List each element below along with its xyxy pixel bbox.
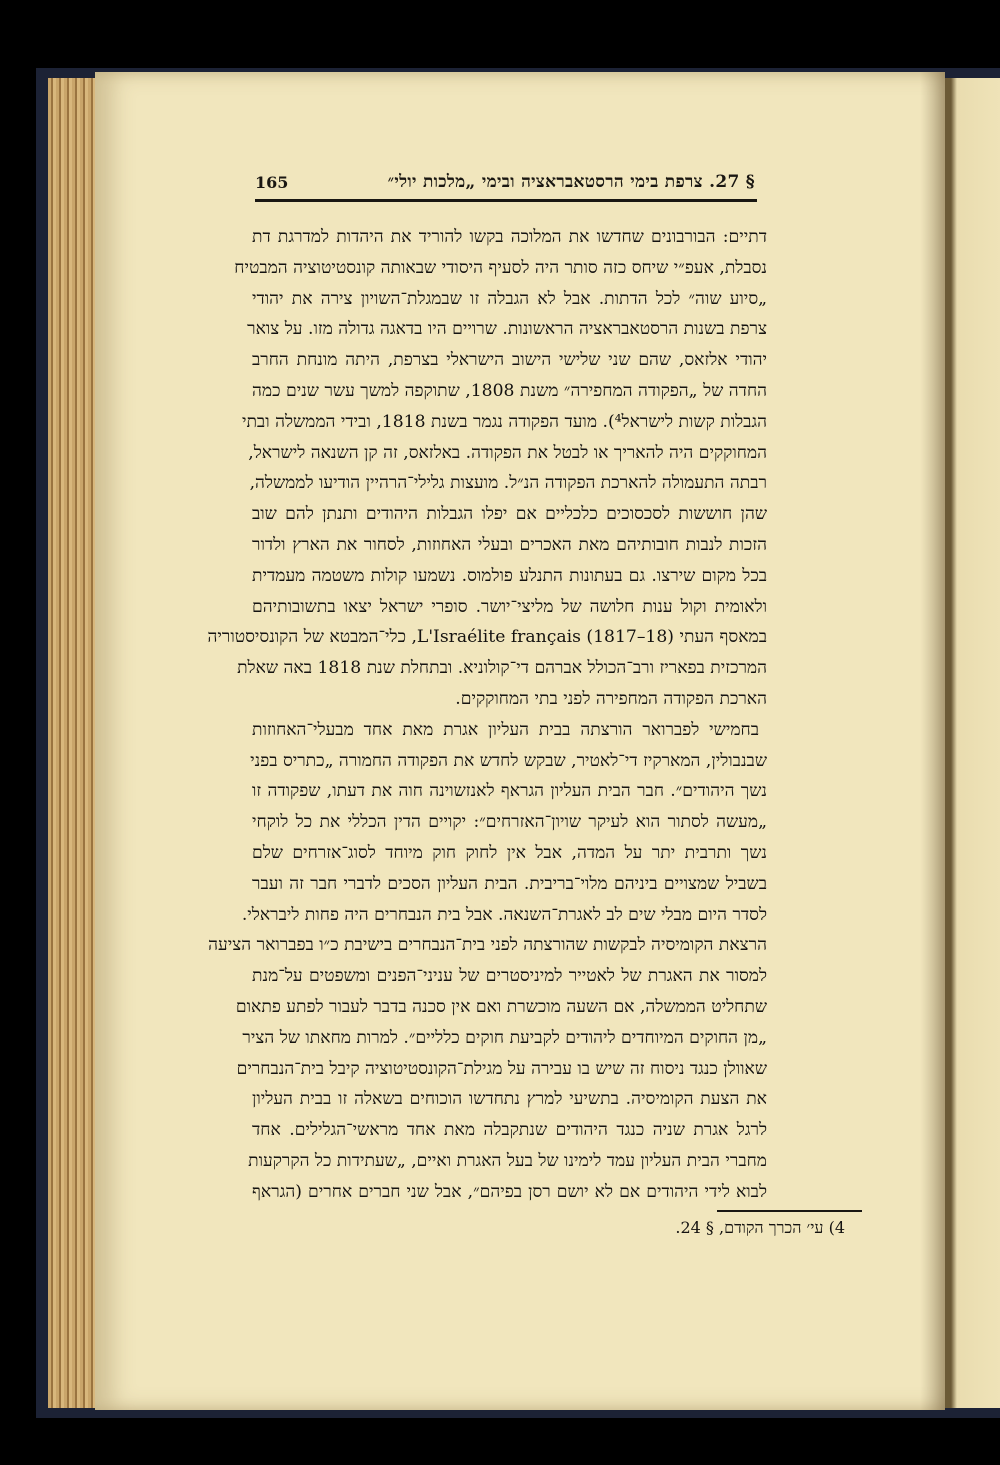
text-line: דתיים: הבורבונים שחדשו את המלוכה בקשו להוריד את היהדות למדרגת דת [252, 227, 767, 247]
text-line: רבתה התעמולה להארכת הפקודה הנ״ל. מועצות גלילי־הרהיין הודיעו לממשלה, [249, 473, 767, 494]
running-title: § 27. צרפת בימי הרסטאבראציה ובימי „מלכות יולי״ [387, 172, 755, 192]
text-line: שבנבולין, המארקיז די־לאטיר, שבקש לחדש את הפקודה החמורה „כתריס בפני [250, 750, 767, 771]
text-line: שהן חוששות לסכסוכים כלכליים אם יפלו הגבלות היהודים ותנתן להם שוב [252, 504, 767, 525]
text-line: הארכת הפקודה המחפירה לפני בתי המחוקקים. [455, 688, 767, 709]
next-page-edge [945, 78, 1000, 1408]
text-line: את הצעת הקומיסיה. בתשיעי למרץ נתחדשו הוכוחים בשאלה זו בבית העליון [252, 1089, 767, 1110]
text-line: הגבלות קשות לישראל⁴). מועד הפקודה נגמר בשנת 1818, ובידי הממשלה ובתי [241, 411, 767, 432]
body-text [207, 222, 768, 1208]
text-line: בחמישי לפברואר הורצתה בבית העליון אגרת מאת אחד מבעלי־האחוזות [252, 719, 759, 740]
text-line: שתחליט הממשלה, אם השעה מוכשרת ואם אין סכנה בדבר לעבור לפתע פתאום [235, 996, 767, 1017]
text-line: „מעשה לסתור הוא לעיקר שויון־האזרחים״: יקויים הדין הכללי את כל לוקחי [252, 812, 767, 833]
page-number: 165 [255, 172, 289, 192]
text-line: הזכות לנבות חובותיהם מאת האכרים ובעלי האחוזות, לסחור את הארץ ולדור [252, 534, 767, 555]
text-line: לרגל אגרת שניה כנגד היהודים שנתקבלה מאת אחד מראשי־הגלילים. אחד [252, 1120, 767, 1141]
footnote: 4) עי׳ הכרך הקודם, § 24. [675, 1218, 845, 1237]
text-line: יהודי אלזאס, שהם שני שלישי הישוב הישראלי בצרפת, היתה מונחת החרב [252, 350, 767, 371]
text-line: בשביל שמצויים ביניהם מלוי־בריבית. הבית העליון הסכים לדברי חבר זה ועבר [252, 873, 767, 894]
text-line: במאסף העתי L'Israélite français (1817–18), כלי־המבטא של הקונסיסטוריה [207, 627, 767, 648]
header-rule [255, 199, 757, 202]
footnote-rule [717, 1210, 862, 1212]
text-line: „סיוע שוה״ לכל הדתות. אבל לא הגבלה זו שבמגלת־השויון צירה את יהודי [252, 288, 767, 309]
text-line: צרפת בשנות הרסטאבראציה הראשונות. שרויים היו בדאגה גדולה מזו. על צואר [247, 319, 767, 340]
text-line: הרצאת הקומיסיה לבקשות שהורצתה לפני בית־הנבחרים בישיבת כ״ו בפברואר הציעה [208, 935, 767, 956]
text-line: בכל מקום שירצו. גם בעתונות התנלע פולמוס. נשמעו קולות משטמה מעמדית [252, 565, 767, 586]
text-line: לסדר היום מבלי שים לב לאגרת־השנאה. אבל בית הנבחרים היה פחות ליבראלי. [241, 904, 767, 925]
text-line: „מן החוקים המיוחדים ליהודים לקביעת חוקים כלליים״. למרות מחאתו של הציר [242, 1027, 767, 1048]
text-line: המחוקקים היה להאריך או לבטל את הפקודה. באלזאס, זה קן השנאה לישראל, [248, 442, 767, 463]
page-header [255, 168, 755, 196]
text-line: נשך ותרבית יתר על המדה, אבל אין לחוק חוק מיוחד לסוג־אזרחים שלם [252, 842, 767, 863]
binding-shadow [920, 72, 945, 1410]
text-line: המרכזית בפאריז ורב־הכולל אברהם די־קולוניא. ובתחלת שנת 1818 באה שאלת [237, 658, 767, 679]
text-line: נסבלת, אעפ״י שיחס כזה סותר היה לסעיף היסודי שבאותה קונסטיטוציה המבטיח [234, 257, 767, 278]
text-line: למסור את האגרת של לאטייר למיניסטרים של עניני־הפנים ומשפטים על־מנת [252, 966, 767, 987]
text-line: ולאומית וקול ענות חלושה של מליצי־יושר. סופרי ישראל יצאו בתשובותיהם [252, 596, 767, 617]
text-line: לבוא לידי היהודים אם לא יושם רסן בפיהם״, אבל שני חברים אחרים (הגראף [252, 1181, 767, 1202]
text-line: מחברי הבית העליון עמד לימינו של בעל האגרת ואיים, „שעתידות כל הקרקעות [248, 1150, 767, 1171]
text-line: נשך היהודים״. חבר הבית העליון הגראף לאנזשוינה חוה את דעתו, שפקודה זו [252, 781, 767, 802]
text-line: החדה של „הפקודה המחפירה״ משנת 1808, שתוקפה למשך עשר שנים כמה [252, 380, 768, 401]
text-line: שאוולן כנגד ניסוח זה שיש בו עבירה על מגילת־הקונסטיטוציה קיבל בית־הנבחרים [236, 1058, 767, 1079]
